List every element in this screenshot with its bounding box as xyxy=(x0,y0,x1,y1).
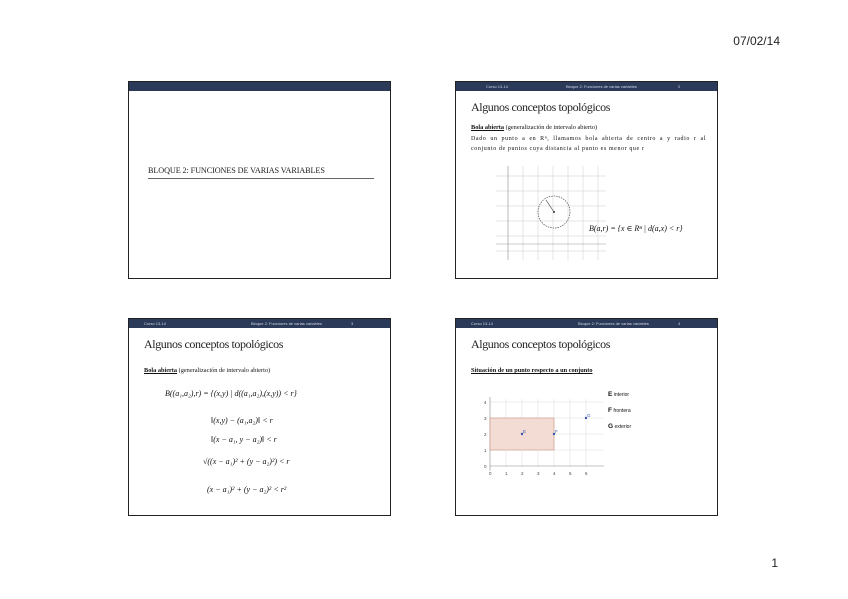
x-tick: 0 xyxy=(489,471,492,476)
slide-header-bar xyxy=(456,82,717,91)
formula-line: √((x − a₁)² + (y − a₂)²) < r xyxy=(203,457,290,466)
ball-formula: B(a,r) = {x ∈ Rⁿ | d(a,x) < r} xyxy=(589,224,683,233)
slide-title: BLOQUE 2: FUNCIONES DE VARIAS VARIABLES xyxy=(148,166,374,179)
svg-text:G: G xyxy=(587,413,591,418)
legend-item: E interior xyxy=(608,391,630,398)
y-tick: 1 xyxy=(484,448,487,453)
ball-graph xyxy=(496,166,606,260)
course-label: Curso 13-14 xyxy=(144,321,167,326)
block-label: Bloque 2: Funciones de varias variables xyxy=(251,321,322,326)
y-tick: 2 xyxy=(484,432,487,437)
course-label: Curso 13-14 xyxy=(471,321,494,326)
slide-number: 4 xyxy=(678,321,681,326)
slide-title: Algunos conceptos topológicos xyxy=(471,337,611,351)
x-tick: 4 xyxy=(553,471,556,476)
x-tick: 3 xyxy=(537,471,540,476)
slide-number: 3 xyxy=(351,321,354,326)
legend-item: G exterior xyxy=(608,423,632,430)
definition-text: Dado un punto a en Rⁿ, llamamos bola abierta de centro a y radio r al conjunto de puntos cuya distancia al punto es menor que r xyxy=(471,136,706,152)
slide-header-bar xyxy=(456,319,717,328)
ball-center xyxy=(553,211,555,213)
date-label: 07/02/14 xyxy=(733,34,780,48)
course-label: Curso 13-14 xyxy=(486,84,509,89)
x-tick: 1 xyxy=(505,471,508,476)
y-tick: 4 xyxy=(484,400,487,405)
y-tick: 3 xyxy=(484,416,487,421)
slide-1 xyxy=(128,81,391,279)
x-tick: 5 xyxy=(569,471,572,476)
slide-subtitle: Bola abierta (generalización de intervalo abierto) xyxy=(144,367,271,374)
page-number: 1 xyxy=(771,556,778,570)
formula-line: B((a₁,a₂),r) = {(x,y) | d((a₁,a₂),(x,y)) < r} xyxy=(165,389,297,398)
slide-header-bar xyxy=(129,319,390,328)
slide-subtitle: Bola abierta (generalización de intervalo abierto) xyxy=(471,124,598,131)
formula-line: (x − a₁)² + (y − a₂)² < r² xyxy=(207,485,287,494)
slide-title: Algunos conceptos topológicos xyxy=(471,100,611,114)
slide-subtitle: Situación de un punto respecto a un conjunto xyxy=(471,367,593,374)
y-tick: 0 xyxy=(484,464,487,469)
slide-4 xyxy=(455,318,718,516)
set-graph xyxy=(478,395,608,479)
slide-number: 2 xyxy=(678,84,681,89)
formula-line: ‖(x,y) − (a₁,a₂)‖ < r xyxy=(211,416,273,425)
x-tick: 6 xyxy=(585,471,588,476)
legend-item: F frontera xyxy=(608,407,631,414)
slide-3 xyxy=(128,318,391,516)
formula-line: ‖(x − a₁, y − a₂)‖ < r xyxy=(211,435,277,444)
slide-2 xyxy=(455,81,718,279)
svg-text:E: E xyxy=(523,429,527,434)
block-label: Bloque 2: Funciones de varias variables xyxy=(578,321,649,326)
svg-text:F: F xyxy=(555,429,558,434)
block-label: Bloque 2: Funciones de varias variables xyxy=(566,84,637,89)
slide-title: Algunos conceptos topológicos xyxy=(144,337,284,351)
slide-header-bar xyxy=(129,82,390,91)
x-tick: 2 xyxy=(521,471,524,476)
